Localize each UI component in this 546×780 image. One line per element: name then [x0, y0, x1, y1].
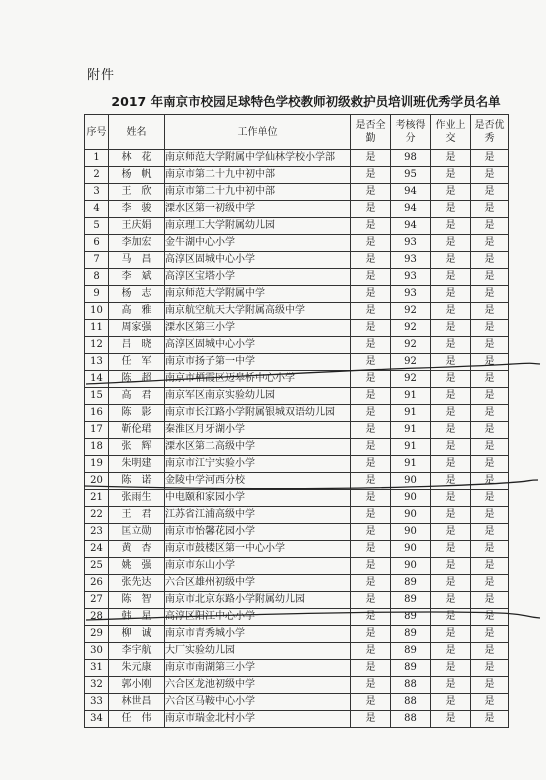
table-row: [85, 456, 509, 473]
cell-no: 25: [85, 558, 109, 575]
table-row: [85, 235, 509, 252]
cell-name: 李宇航: [109, 643, 165, 660]
cell-unit: 南京市扬子第一中学: [165, 354, 351, 371]
cell-score: 92: [391, 371, 431, 388]
cell-excellent: 是: [471, 507, 509, 524]
cell-homework: 是: [431, 320, 471, 337]
cell-excellent: 是: [471, 184, 509, 201]
cell-homework: 是: [431, 626, 471, 643]
cell-homework: 是: [431, 252, 471, 269]
cell-attendance: 是: [351, 184, 391, 201]
cell-score: 91: [391, 405, 431, 422]
cell-score: 91: [391, 439, 431, 456]
cell-no: 28: [85, 609, 109, 626]
cell-name: 李 骏: [109, 201, 165, 218]
cell-score: 90: [391, 473, 431, 490]
cell-homework: 是: [431, 558, 471, 575]
cell-unit: 南京市怡馨花园小学: [165, 524, 351, 541]
cell-unit: 南京航空航天大学附属高级中学: [165, 303, 351, 320]
table-row: [85, 286, 509, 303]
cell-homework: 是: [431, 660, 471, 677]
cell-no: 9: [85, 286, 109, 303]
cell-excellent: 是: [471, 643, 509, 660]
table-body: [85, 150, 509, 728]
cell-attendance: 是: [351, 456, 391, 473]
table-row: [85, 507, 509, 524]
cell-no: 17: [85, 422, 109, 439]
cell-score: 92: [391, 354, 431, 371]
cell-score: 91: [391, 456, 431, 473]
table-row: [85, 558, 509, 575]
cell-homework: 是: [431, 439, 471, 456]
cell-attendance: 是: [351, 320, 391, 337]
cell-attendance: 是: [351, 711, 391, 728]
cell-score: 92: [391, 337, 431, 354]
cell-unit: 南京市北京东路小学附属幼儿园: [165, 592, 351, 609]
cell-unit: 秦淮区月牙湖小学: [165, 422, 351, 439]
cell-excellent: 是: [471, 473, 509, 490]
cell-excellent: 是: [471, 490, 509, 507]
cell-homework: 是: [431, 643, 471, 660]
cell-excellent: 是: [471, 354, 509, 371]
cell-excellent: 是: [471, 575, 509, 592]
cell-unit: 中电颐和家园小学: [165, 490, 351, 507]
cell-unit: 南京市鼓楼区第一中心小学: [165, 541, 351, 558]
col-header-attendance: 是否全勤: [351, 115, 391, 150]
table-header-row: [85, 115, 509, 150]
cell-name: 黄 杏: [109, 541, 165, 558]
cell-homework: 是: [431, 286, 471, 303]
table-row: [85, 320, 509, 337]
cell-homework: 是: [431, 303, 471, 320]
cell-name: 姚 强: [109, 558, 165, 575]
table-row: [85, 643, 509, 660]
table-row: [85, 490, 509, 507]
cell-no: 15: [85, 388, 109, 405]
cell-name: 柳 诚: [109, 626, 165, 643]
cell-homework: 是: [431, 490, 471, 507]
cell-attendance: 是: [351, 235, 391, 252]
cell-attendance: 是: [351, 473, 391, 490]
cell-attendance: 是: [351, 490, 391, 507]
cell-excellent: 是: [471, 167, 509, 184]
table-row: [85, 575, 509, 592]
cell-excellent: 是: [471, 626, 509, 643]
cell-excellent: 是: [471, 456, 509, 473]
cell-name: 杨 志: [109, 286, 165, 303]
cell-score: 88: [391, 694, 431, 711]
cell-name: 林 花: [109, 150, 165, 167]
cell-excellent: 是: [471, 218, 509, 235]
table-row: [85, 592, 509, 609]
cell-no: 10: [85, 303, 109, 320]
table-row: [85, 218, 509, 235]
cell-unit: 溧水区第三小学: [165, 320, 351, 337]
cell-no: 33: [85, 694, 109, 711]
table-row: [85, 711, 509, 728]
cell-homework: 是: [431, 507, 471, 524]
cell-name: 高 君: [109, 388, 165, 405]
cell-no: 16: [85, 405, 109, 422]
cell-score: 88: [391, 711, 431, 728]
table-row: [85, 167, 509, 184]
cell-attendance: 是: [351, 507, 391, 524]
cell-attendance: 是: [351, 439, 391, 456]
cell-unit: 六合区龙池初级中学: [165, 677, 351, 694]
cell-name: 朱明建: [109, 456, 165, 473]
cell-name: 王 欣: [109, 184, 165, 201]
cell-no: 34: [85, 711, 109, 728]
cell-attendance: 是: [351, 609, 391, 626]
col-header-unit: 工作单位: [165, 115, 351, 150]
cell-excellent: 是: [471, 609, 509, 626]
cell-name: 马 昌: [109, 252, 165, 269]
cell-name: 陈 诺: [109, 473, 165, 490]
cell-unit: 溧水区第一初级中学: [165, 201, 351, 218]
table-row: [85, 388, 509, 405]
cell-score: 90: [391, 524, 431, 541]
cell-attendance: 是: [351, 269, 391, 286]
cell-excellent: 是: [471, 269, 509, 286]
cell-excellent: 是: [471, 150, 509, 167]
cell-name: 韩 星: [109, 609, 165, 626]
cell-name: 郭小刚: [109, 677, 165, 694]
cell-homework: 是: [431, 677, 471, 694]
cell-attendance: 是: [351, 337, 391, 354]
table-row: [85, 541, 509, 558]
cell-unit: 南京市第二十九中初中部: [165, 184, 351, 201]
cell-homework: 是: [431, 354, 471, 371]
table-row: [85, 269, 509, 286]
cell-score: 90: [391, 490, 431, 507]
cell-no: 12: [85, 337, 109, 354]
cell-attendance: 是: [351, 541, 391, 558]
cell-attendance: 是: [351, 286, 391, 303]
cell-score: 93: [391, 235, 431, 252]
cell-attendance: 是: [351, 405, 391, 422]
cell-no: 20: [85, 473, 109, 490]
cell-homework: 是: [431, 150, 471, 167]
cell-name: 陈 超: [109, 371, 165, 388]
cell-no: 32: [85, 677, 109, 694]
cell-excellent: 是: [471, 677, 509, 694]
cell-no: 21: [85, 490, 109, 507]
cell-name: 陈 影: [109, 405, 165, 422]
cell-score: 90: [391, 507, 431, 524]
cell-score: 94: [391, 218, 431, 235]
col-header-no: 序号: [85, 115, 109, 150]
cell-excellent: 是: [471, 371, 509, 388]
col-header-excellent: 是否优秀: [471, 115, 509, 150]
cell-no: 29: [85, 626, 109, 643]
cell-name: 周家强: [109, 320, 165, 337]
cell-unit: 高淳区阳江中心小学: [165, 609, 351, 626]
cell-homework: 是: [431, 167, 471, 184]
cell-excellent: 是: [471, 405, 509, 422]
cell-no: 11: [85, 320, 109, 337]
cell-no: 4: [85, 201, 109, 218]
cell-no: 31: [85, 660, 109, 677]
cell-homework: 是: [431, 388, 471, 405]
cell-attendance: 是: [351, 626, 391, 643]
cell-attendance: 是: [351, 303, 391, 320]
col-header-score: 考核得分: [391, 115, 431, 150]
cell-excellent: 是: [471, 422, 509, 439]
cell-no: 6: [85, 235, 109, 252]
cell-attendance: 是: [351, 524, 391, 541]
cell-homework: 是: [431, 711, 471, 728]
cell-name: 任 伟: [109, 711, 165, 728]
cell-unit: 南京市第二十九中初中部: [165, 167, 351, 184]
cell-score: 89: [391, 643, 431, 660]
cell-no: 26: [85, 575, 109, 592]
table-row: [85, 252, 509, 269]
table-row: [85, 184, 509, 201]
cell-no: 18: [85, 439, 109, 456]
cell-excellent: 是: [471, 660, 509, 677]
cell-homework: 是: [431, 541, 471, 558]
cell-unit: 高淳区固城中心小学: [165, 337, 351, 354]
cell-score: 89: [391, 660, 431, 677]
cell-homework: 是: [431, 694, 471, 711]
cell-no: 8: [85, 269, 109, 286]
cell-unit: 江苏省江浦高级中学: [165, 507, 351, 524]
cell-name: 高 雅: [109, 303, 165, 320]
cell-unit: 六合区雄州初级中学: [165, 575, 351, 592]
cell-attendance: 是: [351, 167, 391, 184]
cell-unit: 高淳区宝塔小学: [165, 269, 351, 286]
cell-unit: 六合区马鞍中心小学: [165, 694, 351, 711]
cell-unit: 南京师范大学附属中学仙林学校小学部: [165, 150, 351, 167]
table-row: [85, 405, 509, 422]
cell-score: 89: [391, 609, 431, 626]
cell-unit: 大厂实验幼儿园: [165, 643, 351, 660]
cell-name: 朱元康: [109, 660, 165, 677]
table-row: [85, 694, 509, 711]
cell-name: 王 君: [109, 507, 165, 524]
cell-homework: 是: [431, 609, 471, 626]
cell-attendance: 是: [351, 218, 391, 235]
cell-attendance: 是: [351, 150, 391, 167]
cell-homework: 是: [431, 235, 471, 252]
cell-no: 24: [85, 541, 109, 558]
cell-unit: 南京军区南京实验幼儿园: [165, 388, 351, 405]
cell-homework: 是: [431, 575, 471, 592]
cell-score: 89: [391, 592, 431, 609]
trainee-table: [84, 114, 509, 728]
cell-excellent: 是: [471, 286, 509, 303]
cell-name: 李加宏: [109, 235, 165, 252]
cell-excellent: 是: [471, 388, 509, 405]
cell-homework: 是: [431, 201, 471, 218]
cell-unit: 金牛湖中心小学: [165, 235, 351, 252]
table-row: [85, 660, 509, 677]
col-header-name: 姓名: [109, 115, 165, 150]
cell-attendance: 是: [351, 694, 391, 711]
table-row: [85, 439, 509, 456]
cell-no: 14: [85, 371, 109, 388]
cell-attendance: 是: [351, 660, 391, 677]
cell-score: 94: [391, 184, 431, 201]
cell-no: 3: [85, 184, 109, 201]
cell-homework: 是: [431, 456, 471, 473]
cell-name: 张先达: [109, 575, 165, 592]
document-title: 2017 年南京市校园足球特色学校教师初级救护员培训班优秀学员名单: [111, 94, 501, 109]
cell-name: 匡立勋: [109, 524, 165, 541]
cell-name: 靳伦珺: [109, 422, 165, 439]
attachment-label: 附件: [87, 68, 116, 83]
cell-attendance: 是: [351, 252, 391, 269]
table-row: [85, 201, 509, 218]
cell-attendance: 是: [351, 201, 391, 218]
cell-excellent: 是: [471, 711, 509, 728]
cell-name: 杨 帆: [109, 167, 165, 184]
cell-homework: 是: [431, 218, 471, 235]
cell-no: 5: [85, 218, 109, 235]
cell-excellent: 是: [471, 337, 509, 354]
table-row: [85, 473, 509, 490]
cell-attendance: 是: [351, 371, 391, 388]
cell-unit: 南京市栖霞区迈皋桥中心小学: [165, 371, 351, 388]
cell-score: 89: [391, 626, 431, 643]
cell-attendance: 是: [351, 677, 391, 694]
cell-score: 94: [391, 201, 431, 218]
table-row: [85, 150, 509, 167]
cell-unit: 南京市南湖第三小学: [165, 660, 351, 677]
cell-excellent: 是: [471, 524, 509, 541]
cell-homework: 是: [431, 524, 471, 541]
cell-homework: 是: [431, 592, 471, 609]
cell-score: 98: [391, 150, 431, 167]
cell-no: 1: [85, 150, 109, 167]
cell-excellent: 是: [471, 592, 509, 609]
cell-no: 27: [85, 592, 109, 609]
cell-score: 88: [391, 677, 431, 694]
col-header-homework: 作业上交: [431, 115, 471, 150]
cell-name: 王庆娟: [109, 218, 165, 235]
cell-name: 张雨生: [109, 490, 165, 507]
cell-no: 19: [85, 456, 109, 473]
table-row: [85, 609, 509, 626]
cell-score: 90: [391, 558, 431, 575]
cell-score: 91: [391, 422, 431, 439]
cell-unit: 南京市瑞金北村小学: [165, 711, 351, 728]
cell-attendance: 是: [351, 354, 391, 371]
cell-score: 92: [391, 303, 431, 320]
cell-name: 张 辉: [109, 439, 165, 456]
table-row: [85, 303, 509, 320]
cell-excellent: 是: [471, 252, 509, 269]
cell-no: 2: [85, 167, 109, 184]
cell-name: 陈 智: [109, 592, 165, 609]
cell-name: 任 军: [109, 354, 165, 371]
cell-attendance: 是: [351, 422, 391, 439]
cell-score: 95: [391, 167, 431, 184]
cell-excellent: 是: [471, 439, 509, 456]
cell-name: 林世昌: [109, 694, 165, 711]
table-row: [85, 677, 509, 694]
cell-no: 13: [85, 354, 109, 371]
cell-excellent: 是: [471, 303, 509, 320]
cell-excellent: 是: [471, 320, 509, 337]
cell-homework: 是: [431, 337, 471, 354]
cell-unit: 溧水区第二高级中学: [165, 439, 351, 456]
cell-unit: 南京市青秀城小学: [165, 626, 351, 643]
cell-homework: 是: [431, 269, 471, 286]
cell-homework: 是: [431, 422, 471, 439]
cell-homework: 是: [431, 405, 471, 422]
cell-homework: 是: [431, 473, 471, 490]
cell-score: 93: [391, 269, 431, 286]
cell-unit: 南京市江宁实验小学: [165, 456, 351, 473]
cell-score: 93: [391, 286, 431, 303]
cell-no: 7: [85, 252, 109, 269]
cell-no: 22: [85, 507, 109, 524]
table-row: [85, 524, 509, 541]
cell-attendance: 是: [351, 592, 391, 609]
cell-name: 吕 晓: [109, 337, 165, 354]
cell-unit: 金陵中学河西分校: [165, 473, 351, 490]
cell-attendance: 是: [351, 575, 391, 592]
table-row: [85, 626, 509, 643]
cell-score: 90: [391, 541, 431, 558]
cell-excellent: 是: [471, 541, 509, 558]
cell-unit: 南京理工大学附属幼儿园: [165, 218, 351, 235]
table-row: [85, 422, 509, 439]
cell-score: 89: [391, 575, 431, 592]
cell-unit: 高淳区固城中心小学: [165, 252, 351, 269]
cell-no: 23: [85, 524, 109, 541]
cell-score: 92: [391, 320, 431, 337]
cell-score: 93: [391, 252, 431, 269]
cell-attendance: 是: [351, 558, 391, 575]
table-row: [85, 354, 509, 371]
cell-attendance: 是: [351, 643, 391, 660]
cell-unit: 南京师范大学附属中学: [165, 286, 351, 303]
cell-no: 30: [85, 643, 109, 660]
cell-excellent: 是: [471, 235, 509, 252]
cell-homework: 是: [431, 371, 471, 388]
cell-homework: 是: [431, 184, 471, 201]
cell-excellent: 是: [471, 201, 509, 218]
cell-unit: 南京市东山小学: [165, 558, 351, 575]
cell-score: 91: [391, 388, 431, 405]
cell-name: 李 斌: [109, 269, 165, 286]
cell-excellent: 是: [471, 694, 509, 711]
table-row: [85, 371, 509, 388]
cell-excellent: 是: [471, 558, 509, 575]
cell-unit: 南京市长江路小学附属银城双语幼儿园: [165, 405, 351, 422]
cell-attendance: 是: [351, 388, 391, 405]
table-row: [85, 337, 509, 354]
